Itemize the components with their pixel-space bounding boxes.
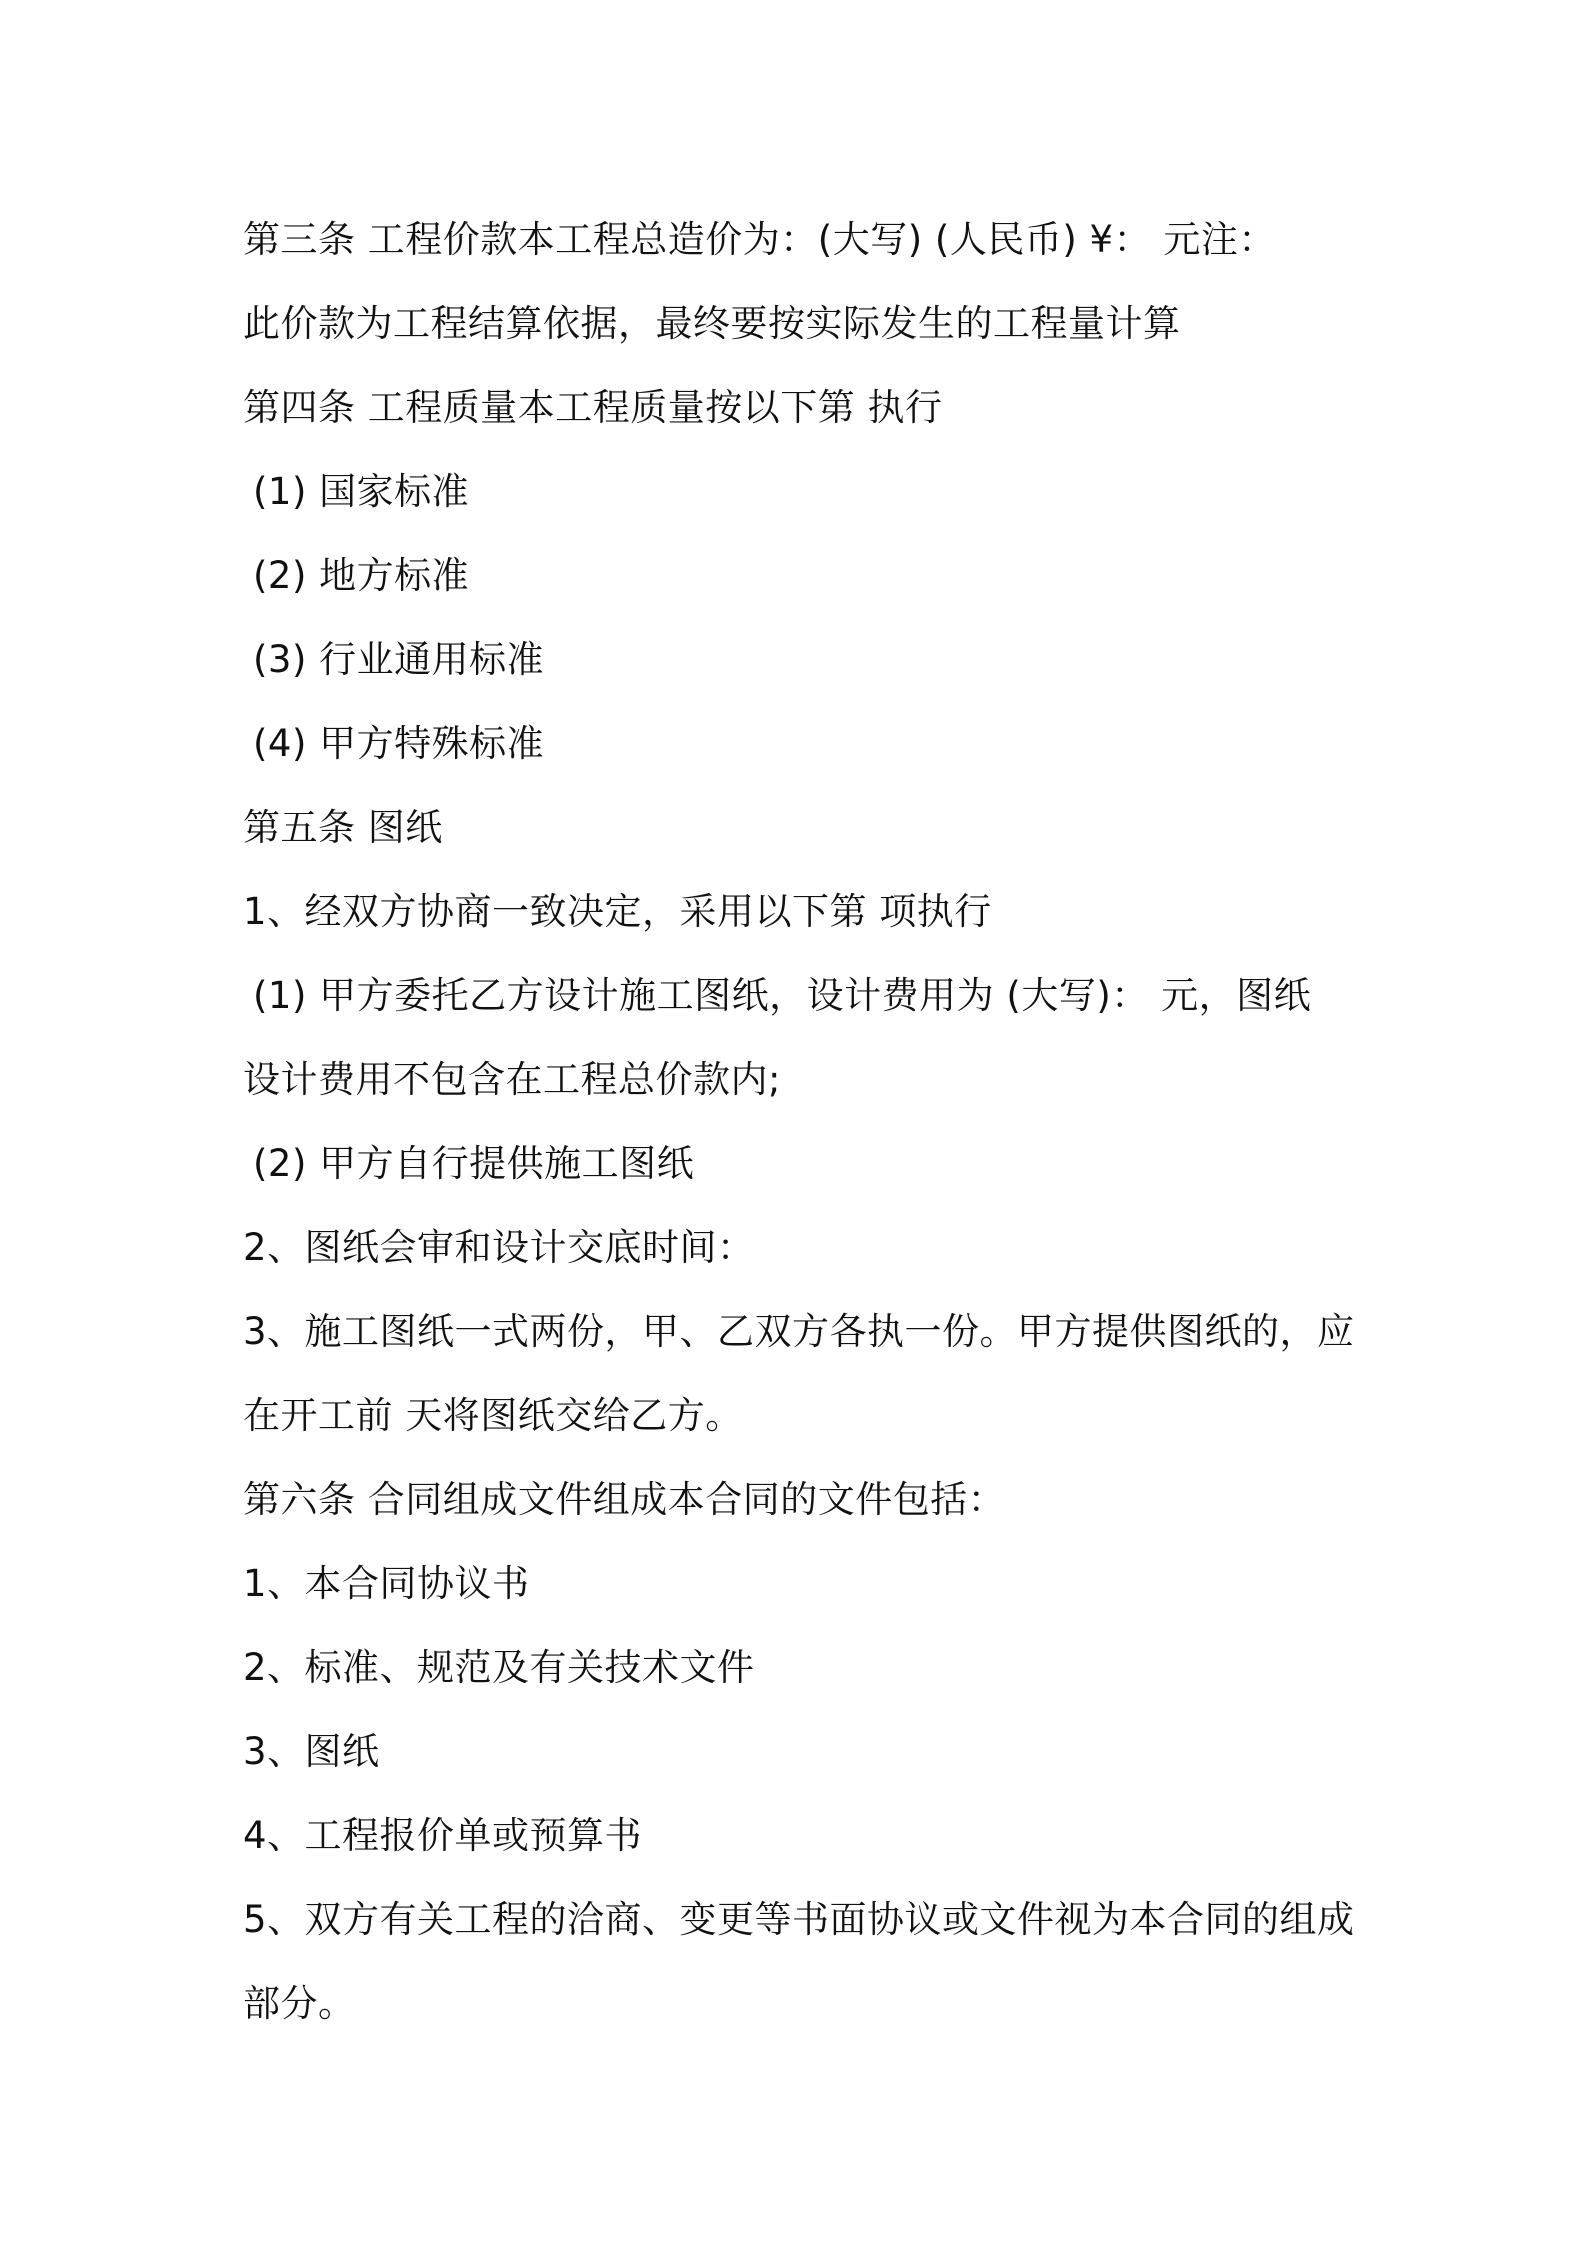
article-3-line-2: 此价款为工程结算依据，最终要按实际发生的工程量计算 [243, 302, 1181, 345]
drawings-option-1-line-1: (1) 甲方委托乙方设计施工图纸，设计费用为 (大写)： 元，图纸 [253, 974, 1312, 1017]
quality-option-4: (4) 甲方特殊标准 [253, 722, 545, 765]
contract-document-4: 4、工程报价单或预算书 [243, 1814, 643, 1857]
quality-option-2: (2) 地方标准 [253, 554, 470, 597]
contract-document-5-line-1: 5、双方有关工程的洽商、变更等书面协议或文件视为本合同的组成 [243, 1898, 1355, 1941]
contract-document-1: 1、本合同协议书 [243, 1562, 530, 1605]
drawings-item-3-line-1: 3、施工图纸一式两份，甲、乙双方各执一份。甲方提供图纸的，应 [243, 1310, 1355, 1353]
quality-option-1: (1) 国家标准 [253, 470, 470, 513]
article-3-line-1: 第三条 工程价款本工程总造价为：(大写) (人民币) ¥： 元注： [243, 218, 1276, 261]
contract-document-2: 2、标准、规范及有关技术文件 [243, 1646, 755, 1689]
article-4-heading: 第四条 工程质量本工程质量按以下第 执行 [243, 386, 943, 429]
article-5-heading: 第五条 图纸 [243, 806, 443, 849]
drawings-option-2: (2) 甲方自行提供施工图纸 [253, 1142, 695, 1185]
document-body [243, 198, 1363, 2046]
quality-option-3: (3) 行业通用标准 [253, 638, 545, 681]
article-6-heading: 第六条 合同组成文件组成本合同的文件包括： [243, 1478, 1006, 1521]
drawings-item-1: 1、经双方协商一致决定，采用以下第 项执行 [243, 890, 992, 933]
contract-document-3: 3、图纸 [243, 1730, 380, 1773]
contract-document-5-line-2: 部分。 [243, 1982, 356, 2025]
drawings-item-3-line-2: 在开工前 天将图纸交给乙方。 [243, 1394, 743, 1437]
drawings-option-1-line-2: 设计费用不包含在工程总价款内; [243, 1058, 781, 1101]
drawings-item-2: 2、图纸会审和设计交底时间： [243, 1226, 755, 1269]
